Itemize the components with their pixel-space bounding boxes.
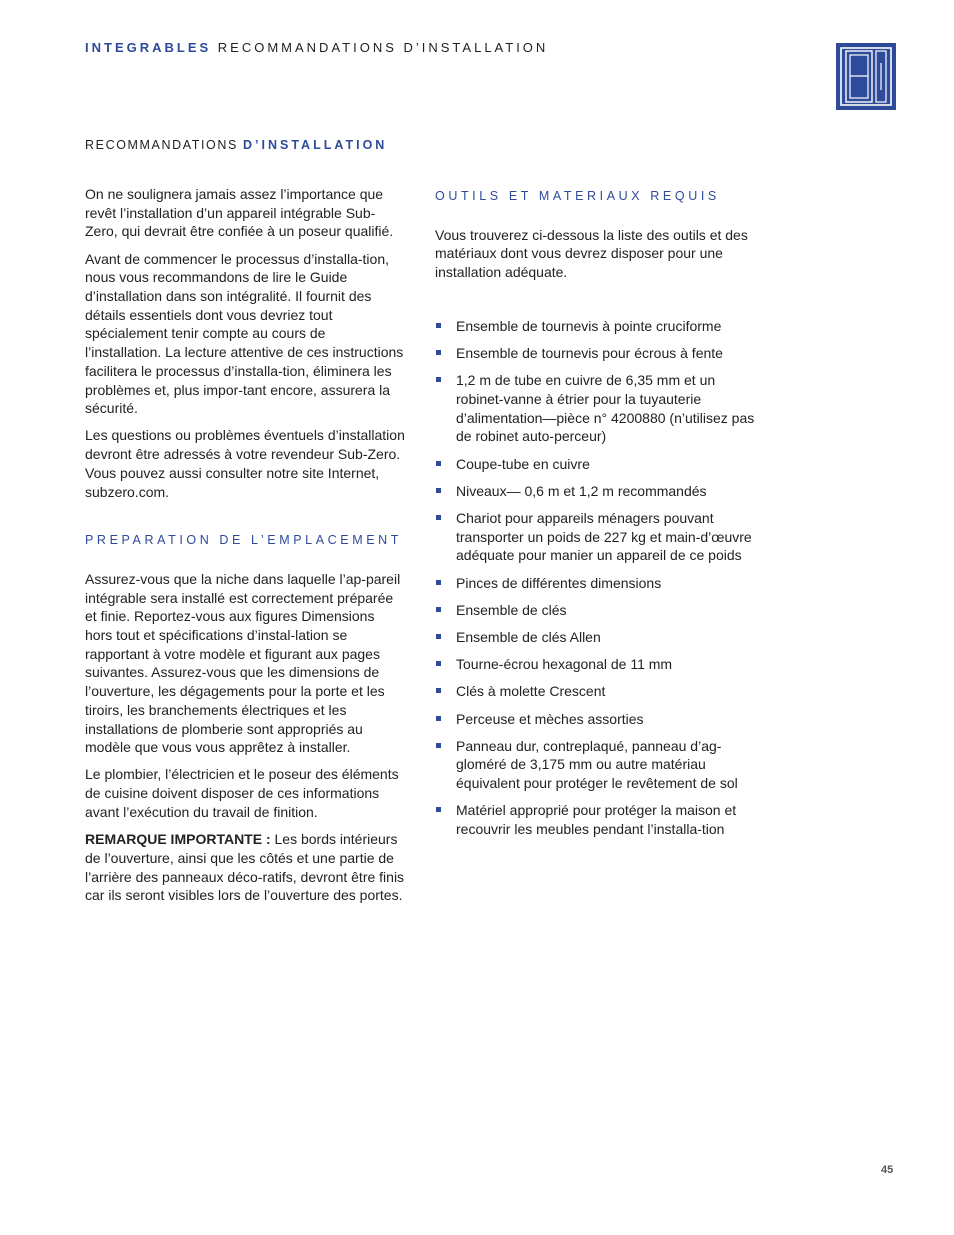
- header-category: INTEGRABLES: [85, 40, 212, 55]
- intro-paragraph: Les questions ou problèmes éventuels d’installation devront être adressés à votre revendeur Sub-Zero. Vous pouvez aussi consulter notre site Internet, subzero.com.: [85, 427, 405, 500]
- page-number: 45: [881, 1164, 894, 1176]
- section-title: [85, 138, 387, 152]
- bullet-square-icon: [436, 661, 441, 666]
- section-title-plain: RECOMMANDATIONS: [85, 138, 244, 152]
- bullet-square-icon: [436, 607, 441, 612]
- bullet-square-icon: [436, 515, 441, 520]
- list-item: Perceuse et mèches assorties: [435, 710, 765, 729]
- bullet-square-icon: [436, 580, 441, 585]
- list-item: Matériel approprié pour protéger la maison et recouvrir les meubles pendant l’installa-tion: [435, 801, 765, 838]
- prep-paragraph: Le plombier, l’électricien et le poseur des éléments de cuisine doivent disposer de ces informations avant l’exécution du travail de finition.: [85, 766, 399, 820]
- list-item: Coupe-tube en cuivre: [435, 455, 765, 474]
- tools-heading: OUTILS ET MATERIAUX REQUIS: [435, 189, 720, 203]
- prep-heading: PREPARATION DE L’EMPLACEMENT: [85, 533, 403, 548]
- important-note-text: Les bords intérieurs de l’ouverture, ainsi que les côtés et une partie de l’arrière des panneaux déco-ratifs, devront être finis car ils seront visibles lors de l’ouverture des portes.: [85, 831, 405, 904]
- list-item: Ensemble de tournevis à pointe cruciforme: [435, 317, 765, 336]
- important-note-label: REMARQUE IMPORTANTE :: [85, 831, 271, 848]
- bullet-square-icon: [436, 461, 441, 466]
- intro-paragraph: Avant de commencer le processus d’installa-tion, nous vous recommandons de lire le Guide d’installation dans son intégralité. Il fournit des détails essentiels dont vous devriez tout spécialement tenir compte au cours de l’installation. La lecture attentive de ces instructions facilitera le processus d’installa-tion, éliminera les problèmes et, plus impor-tant encore, assurera la sécurité.: [85, 250, 404, 417]
- running-header: [85, 40, 548, 55]
- list-item: Tourne-écrou hexagonal de 11 mm: [435, 655, 765, 674]
- list-item: Chariot pour appareils ménagers pouvant transporter un poids de 227 kg et main-d’œuvre adéquate pour manier un appareil de ce poids: [435, 509, 765, 565]
- header-title: RECOMMANDATIONS D’INSTALLATION: [211, 40, 549, 55]
- list-item: Ensemble de clés: [435, 601, 765, 620]
- list-item: Clés à molette Crescent: [435, 682, 765, 701]
- important-note: [85, 830, 405, 905]
- tools-list: [435, 317, 765, 839]
- bullet-square-icon: [436, 377, 441, 382]
- intro-paragraph: On ne soulignera jamais assez l’importance que revêt l’installation d’un appareil intégrable Sub-Zero, qui devrait être confiée à un poseur qualifié.: [85, 186, 394, 240]
- list-item: Ensemble de tournevis pour écrous à fente: [435, 344, 765, 363]
- bullet-square-icon: [436, 488, 441, 493]
- list-item: Niveaux— 0,6 m et 1,2 m recommandés: [435, 482, 765, 501]
- section-title-bold: D’INSTALLATION: [243, 138, 388, 152]
- bullet-square-icon: [436, 634, 441, 639]
- bullet-square-icon: [436, 807, 441, 812]
- bullet-square-icon: [436, 323, 441, 328]
- bullet-square-icon: [436, 743, 441, 748]
- list-item: 1,2 m de tube en cuivre de 6,35 mm et un robinet-vanne à étrier pour la tuyauterie d’alimentation—pièce n° 4200880 (n’utilisez pas de robinet auto-perceur): [435, 371, 765, 446]
- list-item: Ensemble de clés Allen: [435, 628, 765, 647]
- tools-intro: Vous trouverez ci-dessous la liste des outils et des matériaux dont vous devrez disposer pour une installation adéquate.: [435, 226, 748, 281]
- prep-paragraph: Assurez-vous que la niche dans laquelle l’ap-pareil intégrable sera installé est correctement préparée et finie. Reportez-vous aux figures Dimensions hors tout et spécifications d’instal-lation se rapportant à votre modèle et figurant aux pages suivantes. Assurez-vous que les dimensions de l’ouverture, les dégagements pour la porte et les tiroirs, les branchements électriques et les installations de plomberie sont appropriés au modèle que vous vous apprêtez à installer.: [85, 570, 401, 756]
- bullet-square-icon: [436, 688, 441, 693]
- bullet-square-icon: [436, 350, 441, 355]
- list-item: Pinces de différentes dimensions: [435, 574, 765, 593]
- right-column: [435, 185, 765, 847]
- left-column: [85, 185, 405, 913]
- refrigerator-icon: [836, 43, 896, 110]
- list-item: Panneau dur, contreplaqué, panneau d’ag-gloméré de 3,175 mm ou autre matériau équivalent pour protéger le revêtement de sol: [435, 737, 765, 793]
- bullet-square-icon: [436, 716, 441, 721]
